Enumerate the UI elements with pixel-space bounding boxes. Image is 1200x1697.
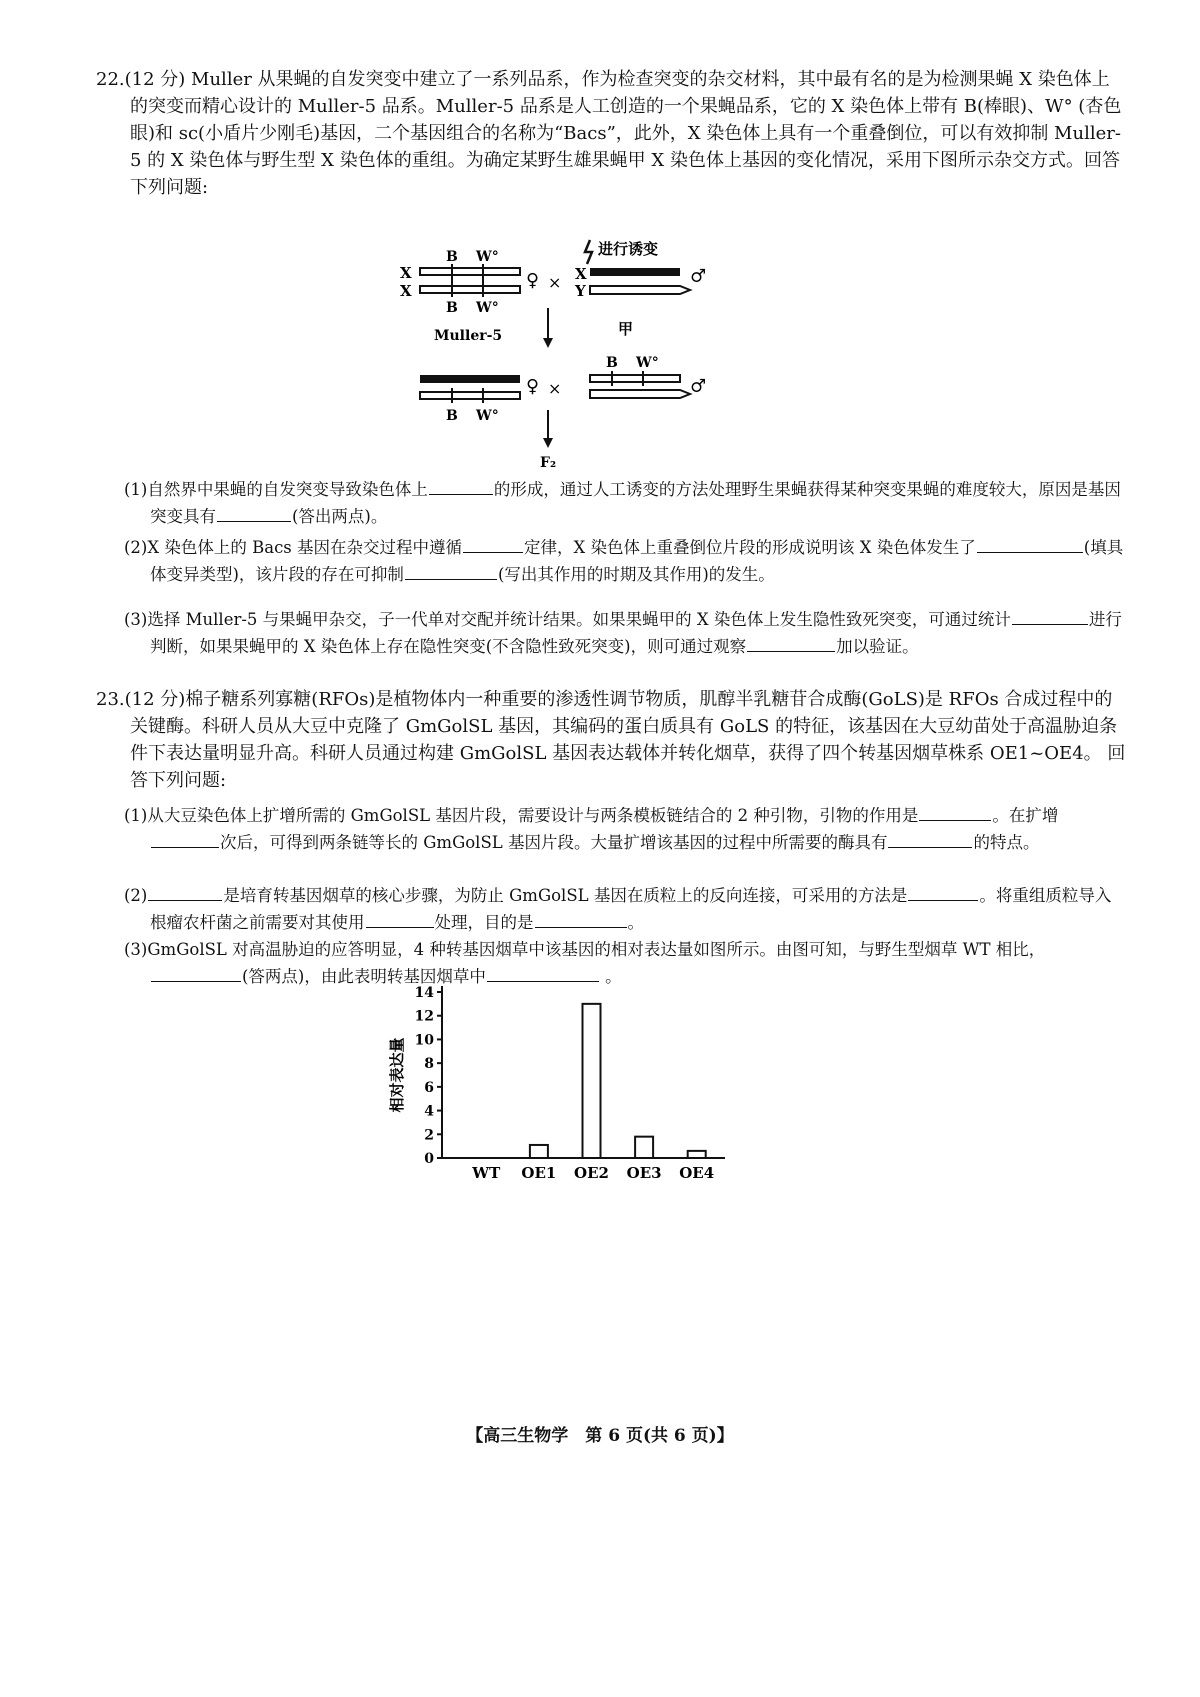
bar-oe1: [530, 1145, 548, 1158]
label-y-male: Y: [575, 282, 586, 300]
muller5-chromosome-lower: [420, 286, 520, 293]
f1-male-gene-b: B: [606, 355, 618, 371]
x-tick-label: WT: [472, 1164, 501, 1182]
answer-blank-23-2-b[interactable]: [908, 882, 978, 901]
f1-female-gene-b: B: [446, 408, 458, 424]
y-tick-label: 10: [414, 1032, 434, 1049]
q23-p1-text-b: 。在扩增: [992, 806, 1059, 825]
question-22-stem: (12 分) Muller 从果蝇的自发突变中建立了一系列品系，作为检查突变的杂交材料，其中最有名的是为检测果蝇 X 染色体上的突变而精心设计的 Muller-5 品系。Muller-5 品系是人工创造的一个果蝇品系，它的 X 染色体上带有 B(棒眼)、W° (杏色眼)和 sc(小盾片少刚毛)基因，二个基因组合的名称为“Bacs”，此外，X 染色体上具有一个重叠倒位，可以有效抑制 Muller-5 的 X 染色体与野生型 X 染色体的重组。为确定某野生雄果蝇甲 X 染色体上基因的变化情况，采用下图所示杂交方式。回答下列问题:: [124, 69, 1122, 198]
male-x-chromosome: [590, 268, 680, 276]
y-tick-label: 14: [414, 985, 434, 1001]
question-23-number: 23.: [96, 689, 125, 710]
male-symbol-top: ♂: [690, 266, 707, 287]
f1-female-muller5-x: [420, 392, 520, 399]
question-22-number: 22.: [96, 69, 125, 90]
label-x-upper: X: [400, 264, 412, 282]
gene-b-lower: B: [446, 300, 458, 316]
answer-blank-23-2-a[interactable]: [148, 882, 222, 901]
f1-female-mutant-x: [420, 375, 520, 383]
female-symbol-top: ♀: [526, 270, 540, 291]
answer-blank-22-2-a[interactable]: [463, 534, 523, 553]
question-23-stem: (12 分)棉子糖系列寡糖(RFOs)是植物体内一种重要的渗透性调节物质，肌醇半乳糖苷合成酶(GoLS)是 RFOs 合成过程中的关键酶。科研人员从大豆中克隆了 GmGolSL 基因，其编码的蛋白质具有 GoLS 的特征，该基因在大豆幼苗处于高温胁迫条件下表达量明显升高。科研人员通过构建 GmGolSL 基因表达载体并转化烟草，获得了四个转基因烟草株系 OE1~OE4。 回答下列问题:: [124, 689, 1126, 791]
q23-p2-text-b: 是培育转基因烟草的核心步骤，为防止 GmGolSL 基因在质粒上的反向连接，可采用的方法是: [223, 886, 908, 905]
y-axis: [415, 985, 442, 1167]
question-22-part-1: [124, 476, 1124, 530]
x-tick-label: OE1: [521, 1164, 557, 1182]
question-22-part-2: [124, 534, 1124, 588]
gene-b-upper: B: [446, 249, 458, 265]
jia-label: 甲: [618, 320, 634, 338]
gene-w-upper: W°: [476, 249, 499, 265]
bar-oe2: [583, 1004, 601, 1158]
y-axis-label: 相对表达量: [388, 1037, 406, 1113]
answer-blank-22-1-a[interactable]: [429, 476, 493, 495]
answer-blank-22-3-b[interactable]: [747, 633, 835, 652]
q23-p1-text-c: 次后，可得到两条链等长的 GmGolSL 基因片段。大量扩增该基因的过程中所需要的酶具有: [220, 833, 888, 852]
q23-p3-text-a: (3)GmGolSL 对高温胁迫的应答明显，4 种转基因烟草中该基因的相对表达量如图所示。由图可知，与野生型烟草 WT 相比，: [124, 940, 1046, 959]
arrow-head-2: [543, 438, 553, 448]
gene-w-lower: W°: [476, 300, 499, 316]
question-23-part-1: [124, 802, 1124, 856]
x-tick-label: OE4: [679, 1164, 715, 1182]
q22-p2-text-d: (写出其作用的时期及其作用)的发生。: [497, 565, 775, 584]
q23-p3-text-c: 。: [599, 967, 622, 986]
f1-male-y: [590, 390, 690, 398]
answer-blank-23-2-c[interactable]: [366, 909, 434, 928]
muller5-label: Muller-5: [434, 328, 503, 344]
q22-p1-text-a: (1)自然界中果蝇的自发突变导致染色体上: [124, 480, 428, 499]
question-22: [96, 66, 1126, 201]
q23-p2-text-e: 。: [627, 913, 644, 932]
question-23: [96, 686, 1126, 794]
answer-blank-22-2-b[interactable]: [977, 534, 1083, 553]
question-22-part-3: [124, 606, 1124, 660]
answer-blank-22-2-c[interactable]: [405, 561, 497, 580]
bar-oe3: [635, 1137, 653, 1158]
page-footer: 【高三生物学 第 6 页(共 6 页)】: [466, 1426, 734, 1446]
muller5-chromosome-upper: [420, 268, 520, 275]
answer-blank-23-2-d[interactable]: [535, 909, 627, 928]
male-y-chromosome: [590, 286, 690, 294]
y-tick-label: 0: [424, 1151, 434, 1167]
q23-p1-text-d: 的特点。: [973, 833, 1040, 852]
q22-p3-text-b: 进行判断，如果果蝇甲的 X 染色体上存在隐性突变(不含隐性致死突变)，则可通过观察: [150, 610, 1122, 656]
bars: [530, 1004, 706, 1158]
muller5-cross-diagram: [390, 230, 750, 470]
q23-p1-text-a: (1)从大豆染色体上扩增所需的 GmGolSL 基因片段，需要设计与两条模板链结合的 2 种引物，引物的作用是: [124, 806, 919, 825]
male-symbol-f1: ♂: [690, 376, 707, 397]
question-23-part-2: [124, 882, 1124, 936]
q22-p3-text-a: (3)选择 Muller-5 与果蝇甲杂交，子一代单对交配并统计结果。如果果蝇甲的 X 染色体上发生隐性致死突变，可通过统计: [124, 610, 1011, 629]
mutagenesis-label: 进行诱变: [598, 240, 659, 258]
f2-label: F₂: [540, 455, 557, 470]
q22-p1-text-c: (答出两点)。: [292, 507, 388, 526]
relative-expression-bar-chart: [380, 980, 740, 1190]
answer-blank-23-1-c[interactable]: [888, 829, 972, 848]
answer-blank-22-3-a[interactable]: [1012, 606, 1088, 625]
q22-p1-text-b: 的形成，通过人工诱变的方法处理野生果蝇获得某种突变果蝇的难度较大，原因是基因突变具有: [150, 480, 1121, 526]
q23-p2-text-c: 。将重组质粒导入根瘤农杆菌之前需要对其使用: [150, 886, 1112, 932]
q22-p2-text-c: (填具体变异类型)，该片段的存在可抑制: [150, 538, 1124, 584]
q23-p2-text-d: 处理，目的是: [434, 913, 534, 932]
x-axis: [442, 1158, 725, 1182]
label-x-lower: X: [400, 282, 412, 300]
x-tick-label: OE3: [626, 1164, 662, 1182]
q23-p2-text-a: (2): [124, 886, 148, 905]
y-tick-label: 4: [424, 1103, 434, 1120]
cross-symbol-f1: ×: [548, 379, 562, 398]
y-tick-label: 8: [424, 1056, 434, 1073]
f1-female-gene-w: W°: [476, 408, 499, 424]
q22-p2-text-b: 定律，X 染色体上重叠倒位片段的形成说明该 X 染色体发生了: [524, 538, 976, 557]
y-tick-label: 2: [424, 1127, 434, 1144]
answer-blank-23-1-a[interactable]: [919, 802, 991, 821]
answer-blank-23-1-b[interactable]: [151, 829, 219, 848]
cross-symbol-top: ×: [548, 273, 562, 292]
female-symbol-f1: ♀: [526, 376, 540, 397]
y-tick-label: 12: [414, 1008, 434, 1025]
q22-p3-text-c: 加以验证。: [836, 637, 919, 656]
y-tick-label: 6: [424, 1079, 434, 1096]
f1-male-gene-w: W°: [636, 355, 659, 371]
q23-p3-text-b: (答两点)，由此表明转基因烟草中: [242, 967, 486, 986]
f1-male-muller5-x: [590, 375, 680, 382]
answer-blank-23-3-a[interactable]: [151, 963, 241, 982]
mutagenesis-lightning-icon: [585, 240, 592, 264]
arrow-head-1: [543, 338, 553, 348]
bar-oe4: [688, 1151, 706, 1158]
label-x-male: X: [575, 265, 587, 283]
x-tick-label: OE2: [574, 1164, 609, 1182]
q22-p2-text-a: (2)X 染色体上的 Bacs 基因在杂交过程中遵循: [124, 538, 463, 557]
answer-blank-22-1-b[interactable]: [217, 503, 291, 522]
